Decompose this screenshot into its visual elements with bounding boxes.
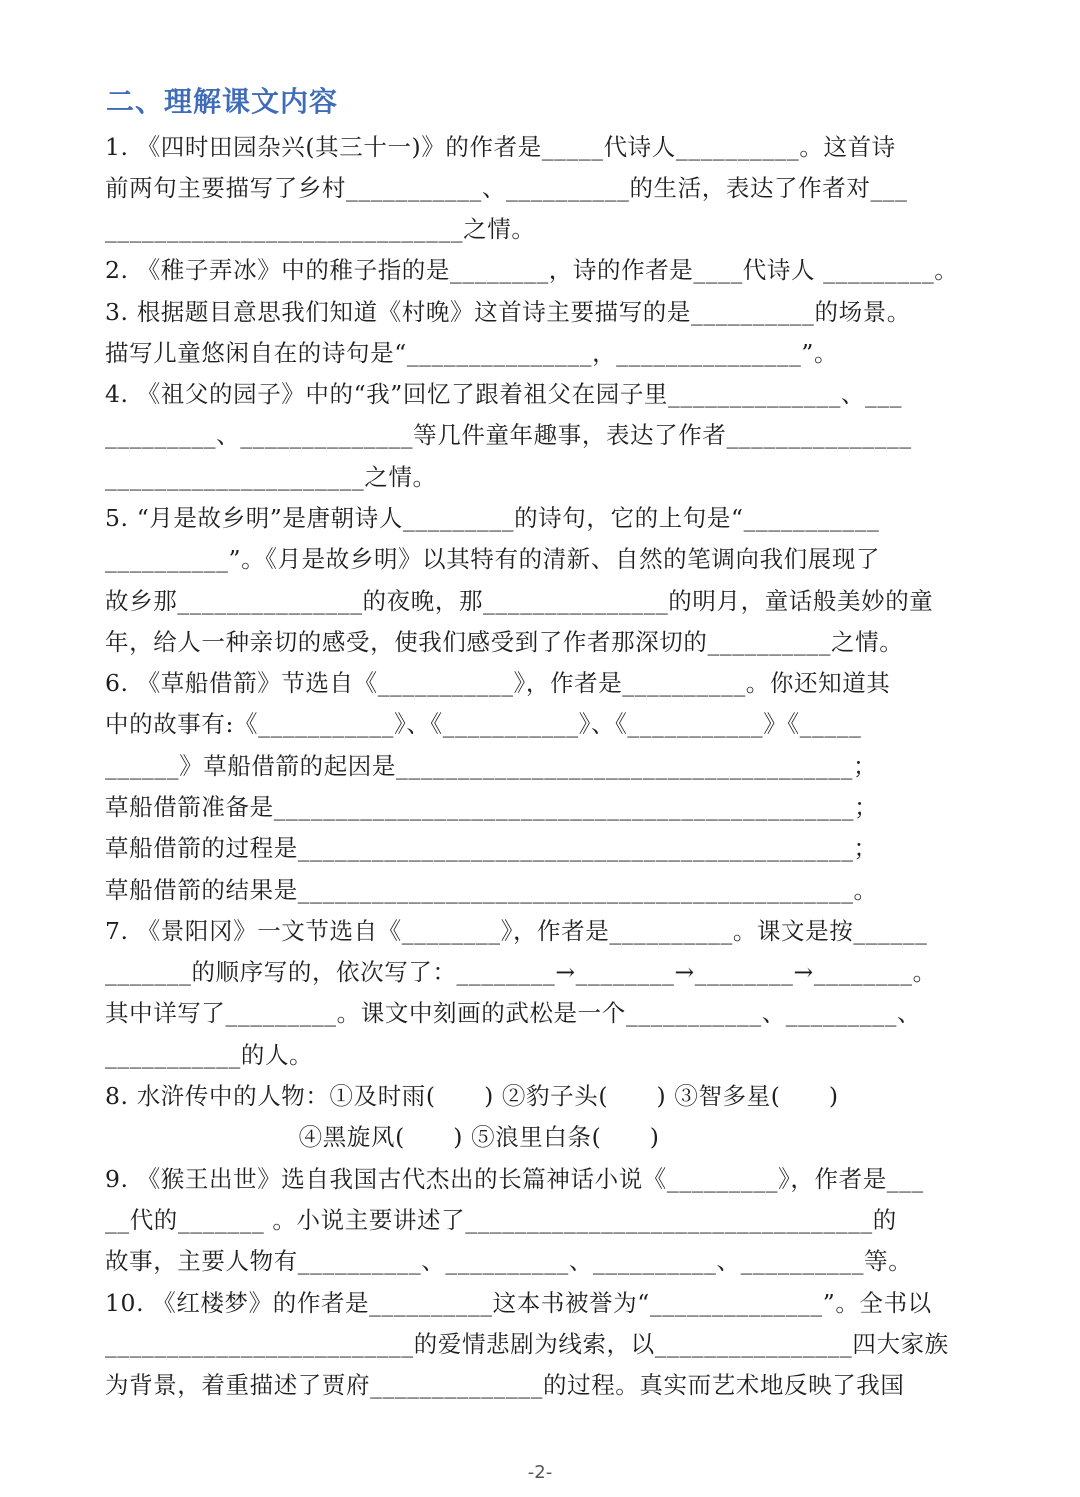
section-title: 二、理解课文内容 xyxy=(106,85,339,118)
question-4-line-2: _________、______________等几件童年趣事，表达了作者_______________ xyxy=(105,421,912,449)
question-3-line-1: 3. 根据题目意思我们知道《村晚》这首诗主要描写的是__________的场景。 xyxy=(105,298,911,326)
question-7-line-4: ___________的人。 xyxy=(105,1041,314,1069)
question-2-line-1: 2. 《稚子弄冰》中的稚子指的是________，诗的作者是____代诗人 _________。 xyxy=(105,256,959,284)
question-6-line-1: 6. 《草船借箭》节选自《___________》，作者是__________。你还知道其 xyxy=(105,669,891,697)
question-5-line-2: __________”。《月是故乡明》以其特有的清新、自然的笔调向我们展现了 xyxy=(105,545,881,573)
question-5-line-4: 年，给人一种亲切的感受，使我们感受到了作者那深切的__________之情。 xyxy=(105,628,904,656)
question-5-line-3: 故乡那_______________的夜晚，那_______________的明月，童话般美妙的童 xyxy=(105,587,934,615)
question-6-line-4: 草船借箭准备是_______________________________________________； xyxy=(105,793,879,821)
question-10-line-2: _________________________的爱情悲剧为线索，以________________四大家族 xyxy=(105,1330,949,1358)
question-9-line-1: 9. 《猴王出世》选自我国古代杰出的长篇神话小说《_________》，作者是___ xyxy=(105,1165,924,1193)
question-4-line-3: _____________________之情。 xyxy=(105,463,437,491)
question-5-line-1: 5. “月是故乡明”是唐朝诗人_________的诗句，它的上句是“___________ xyxy=(105,504,880,532)
question-1-line-2: 前两句主要描写了乡村___________、__________的生活，表达了作者对___ xyxy=(105,174,908,202)
question-3-line-2: 描写儿童悠闲自在的诗句是“_______________，_______________”。 xyxy=(105,339,839,367)
question-4-line-1: 4. 《祖父的园子》中的“我”回忆了跟着祖父在园子里______________、___ xyxy=(105,380,903,408)
question-10-line-1: 10. 《红楼梦》的作者是__________这本书被誉为“______________”。全书以 xyxy=(105,1289,932,1317)
question-7-line-2: _______的顺序写的，依次写了：________→________→________→________。 xyxy=(105,958,937,986)
question-10-line-3: 为背景，着重描述了贾府______________的过程。真实而艺术地反映了我国 xyxy=(105,1371,905,1399)
question-7-line-1: 7. 《景阳冈》一文节选自《________》，作者是__________。课文是按______ xyxy=(105,917,928,945)
question-6-line-3: ______》草船借箭的起因是_____________________________________； xyxy=(105,752,878,780)
question-1-line-1: 1. 《四时田园杂兴(其三十一)》的作者是_____代诗人__________。这首诗 xyxy=(105,133,896,161)
question-6-line-2: 中的故事有:《___________》、《___________》、《___________》《_____ xyxy=(105,710,862,738)
question-6-line-5: 草船借箭的过程是_____________________________________________； xyxy=(105,834,878,862)
question-8-line-1: 8. 水浒传中的人物：①及时雨( ) ②豹子头( ) ③智多星( ) xyxy=(105,1082,839,1110)
question-9-line-3: 故事，主要人物有__________、__________、__________、__________等。 xyxy=(105,1247,913,1275)
question-8-line-2: ④黑旋风( ) ⑤浪里白条( ) xyxy=(105,1123,660,1151)
question-7-line-3: 其中详写了_________。课文中刻画的武松是一个___________、_________、 xyxy=(105,999,922,1027)
question-9-line-2: __代的_______ 。小说主要讲述了_________________________________的 xyxy=(105,1206,897,1234)
page-number: -2- xyxy=(527,1462,553,1483)
question-6-line-6: 草船借箭的结果是_____________________________________________。 xyxy=(105,876,878,904)
question-1-line-3: _____________________________之情。 xyxy=(105,215,536,243)
